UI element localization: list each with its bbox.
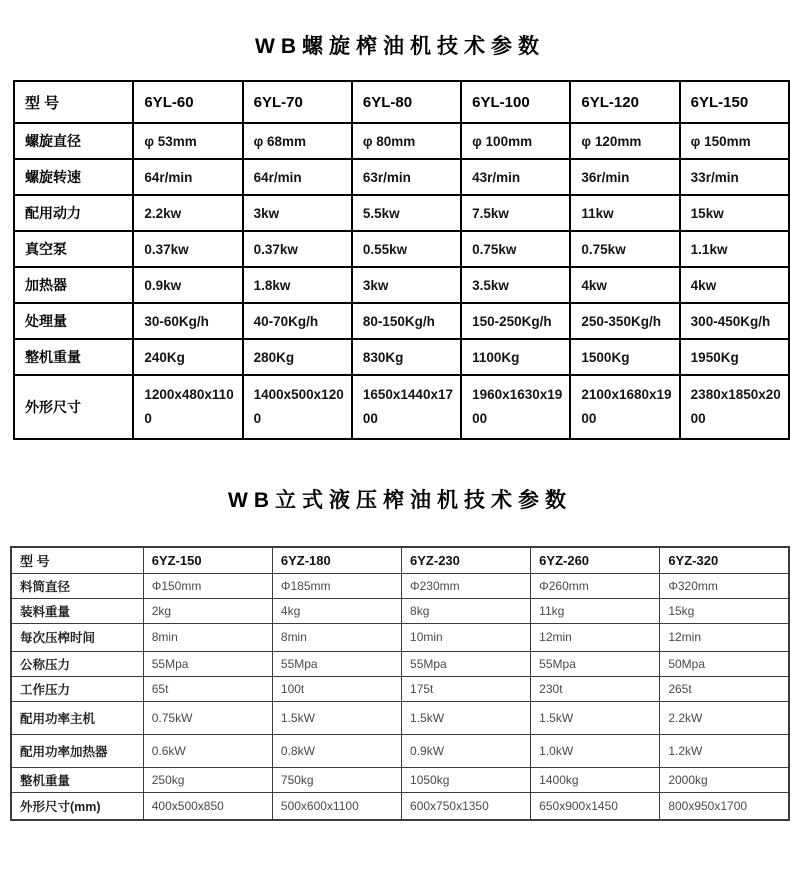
value-cell: 10min (402, 623, 531, 651)
value-cell: 1.0kW (531, 734, 660, 767)
row-label: 料筒直径 (11, 573, 143, 598)
value-cell: 1.8kw (243, 267, 352, 303)
value-cell: 63r/min (352, 159, 461, 195)
value-cell: 0.37kw (243, 231, 352, 267)
model-column-header: 6YZ-180 (272, 547, 401, 573)
row-label: 整机重量 (14, 339, 133, 375)
header-row (14, 81, 789, 123)
value-cell: Φ185mm (272, 573, 401, 598)
value-cell: 33r/min (680, 159, 789, 195)
value-cell: φ 150mm (680, 123, 789, 159)
value-cell: 64r/min (133, 159, 242, 195)
model-column-header: 6YL-60 (133, 81, 242, 123)
value-cell: Φ260mm (531, 573, 660, 598)
value-cell: 1500Kg (570, 339, 679, 375)
value-cell: 0.75kw (461, 231, 570, 267)
model-column-header: 6YZ-230 (402, 547, 531, 573)
value-cell: 1050kg (402, 767, 531, 792)
row-label: 螺旋转速 (14, 159, 133, 195)
value-cell: 4kg (272, 598, 401, 623)
model-column-header: 6YL-70 (243, 81, 352, 123)
value-cell: 175t (402, 676, 531, 701)
value-cell: 400x500x850 (143, 792, 272, 820)
value-cell: 12min (531, 623, 660, 651)
value-cell: 1100Kg (461, 339, 570, 375)
table-row (11, 767, 789, 792)
value-cell: 64r/min (243, 159, 352, 195)
value-cell: 11kg (531, 598, 660, 623)
table-row (14, 303, 789, 339)
value-cell: 0.9kw (133, 267, 242, 303)
table-row (14, 339, 789, 375)
row-label: 外形尺寸(mm) (11, 792, 143, 820)
table-row (14, 267, 789, 303)
value-cell: 55Mpa (143, 651, 272, 676)
value-cell: 2000kg (660, 767, 789, 792)
row-label: 每次压榨时间 (11, 623, 143, 651)
value-cell: 3kw (352, 267, 461, 303)
value-cell: 1.5kW (531, 701, 660, 734)
value-cell: φ 80mm (352, 123, 461, 159)
value-cell: 1.2kW (660, 734, 789, 767)
value-cell: 1200x480x1100 (133, 375, 242, 439)
value-cell: 3kw (243, 195, 352, 231)
value-cell: 0.55kw (352, 231, 461, 267)
row-label: 螺旋直径 (14, 123, 133, 159)
value-cell: 2.2kw (133, 195, 242, 231)
value-cell: 830Kg (352, 339, 461, 375)
row-label: 外形尺寸 (14, 375, 133, 439)
value-cell: 1.1kw (680, 231, 789, 267)
value-cell: φ 100mm (461, 123, 570, 159)
model-column-header: 6YL-120 (570, 81, 679, 123)
value-cell: 7.5kw (461, 195, 570, 231)
value-cell: φ 68mm (243, 123, 352, 159)
value-cell: 2100x1680x1900 (570, 375, 679, 439)
value-cell: 4kw (570, 267, 679, 303)
table-row (14, 375, 789, 439)
model-column-header: 6YL-100 (461, 81, 570, 123)
value-cell: 0.37kw (133, 231, 242, 267)
value-cell: 600x750x1350 (402, 792, 531, 820)
value-cell: 250-350Kg/h (570, 303, 679, 339)
value-cell: 30-60Kg/h (133, 303, 242, 339)
table-row (11, 623, 789, 651)
value-cell: 2kg (143, 598, 272, 623)
value-cell: 8min (143, 623, 272, 651)
table-row (14, 195, 789, 231)
value-cell: 8min (272, 623, 401, 651)
table-row (14, 123, 789, 159)
row-label: 处理量 (14, 303, 133, 339)
value-cell: 250kg (143, 767, 272, 792)
value-cell: 36r/min (570, 159, 679, 195)
value-cell: 5.5kw (352, 195, 461, 231)
model-column-header: 6YZ-150 (143, 547, 272, 573)
row-label: 加热器 (14, 267, 133, 303)
value-cell: 15kg (660, 598, 789, 623)
value-cell: 4kw (680, 267, 789, 303)
hydraulic-press-spec-table (10, 546, 790, 821)
row-label: 配用功率加热器 (11, 734, 143, 767)
row-label: 公称压力 (11, 651, 143, 676)
value-cell: φ 120mm (570, 123, 679, 159)
value-cell: 1650x1440x1700 (352, 375, 461, 439)
value-cell: 55Mpa (402, 651, 531, 676)
value-cell: 1.5kW (402, 701, 531, 734)
row-label: 装料重量 (11, 598, 143, 623)
model-column-header: 6YZ-320 (660, 547, 789, 573)
value-cell: 650x900x1450 (531, 792, 660, 820)
value-cell: 0.8kW (272, 734, 401, 767)
screw-press-spec-table (13, 80, 790, 440)
model-column-header: 6YL-150 (680, 81, 789, 123)
value-cell: 150-250Kg/h (461, 303, 570, 339)
value-cell: 55Mpa (531, 651, 660, 676)
value-cell: 2.2kW (660, 701, 789, 734)
row-label: 配用动力 (14, 195, 133, 231)
row-label: 真空泵 (14, 231, 133, 267)
table-row (11, 792, 789, 820)
value-cell: 230t (531, 676, 660, 701)
table-row (14, 159, 789, 195)
value-cell: 265t (660, 676, 789, 701)
value-cell: 2380x1850x2000 (680, 375, 789, 439)
value-cell: 500x600x1100 (272, 792, 401, 820)
value-cell: 0.75kw (570, 231, 679, 267)
table-row (11, 598, 789, 623)
value-cell: 40-70Kg/h (243, 303, 352, 339)
value-cell: 1.5kW (272, 701, 401, 734)
model-column-header: 6YZ-260 (531, 547, 660, 573)
value-cell: 1960x1630x1900 (461, 375, 570, 439)
value-cell: 800x950x1700 (660, 792, 789, 820)
value-cell: 80-150Kg/h (352, 303, 461, 339)
value-cell: 1950Kg (680, 339, 789, 375)
value-cell: 300-450Kg/h (680, 303, 789, 339)
table-row (11, 651, 789, 676)
param-column-header: 型 号 (11, 547, 143, 573)
row-label: 配用功率主机 (11, 701, 143, 734)
value-cell: 240Kg (133, 339, 242, 375)
row-label: 工作压力 (11, 676, 143, 701)
value-cell: Φ150mm (143, 573, 272, 598)
param-column-header: 型 号 (14, 81, 133, 123)
model-column-header: 6YL-80 (352, 81, 461, 123)
value-cell: 8kg (402, 598, 531, 623)
value-cell: φ 53mm (133, 123, 242, 159)
value-cell: Φ230mm (402, 573, 531, 598)
value-cell: 750kg (272, 767, 401, 792)
value-cell: 43r/min (461, 159, 570, 195)
table-row (11, 734, 789, 767)
value-cell: 0.75kW (143, 701, 272, 734)
value-cell: 65t (143, 676, 272, 701)
table-row (11, 701, 789, 734)
value-cell: 3.5kw (461, 267, 570, 303)
value-cell: 0.6kW (143, 734, 272, 767)
table-row (11, 573, 789, 598)
header-row (11, 547, 789, 573)
value-cell: 0.9kW (402, 734, 531, 767)
value-cell: 1400x500x1200 (243, 375, 352, 439)
value-cell: 11kw (570, 195, 679, 231)
value-cell: 55Mpa (272, 651, 401, 676)
value-cell: 12min (660, 623, 789, 651)
screw-press-table-title: WB螺旋榨油机技术参数 (255, 35, 545, 58)
hydraulic-press-table-title: WB立式液压榨油机技术参数 (228, 489, 572, 512)
row-label: 整机重量 (11, 767, 143, 792)
value-cell: 15kw (680, 195, 789, 231)
value-cell: 280Kg (243, 339, 352, 375)
value-cell: 1400kg (531, 767, 660, 792)
table-row (11, 676, 789, 701)
value-cell: 100t (272, 676, 401, 701)
table-row (14, 231, 789, 267)
value-cell: 50Mpa (660, 651, 789, 676)
value-cell: Φ320mm (660, 573, 789, 598)
